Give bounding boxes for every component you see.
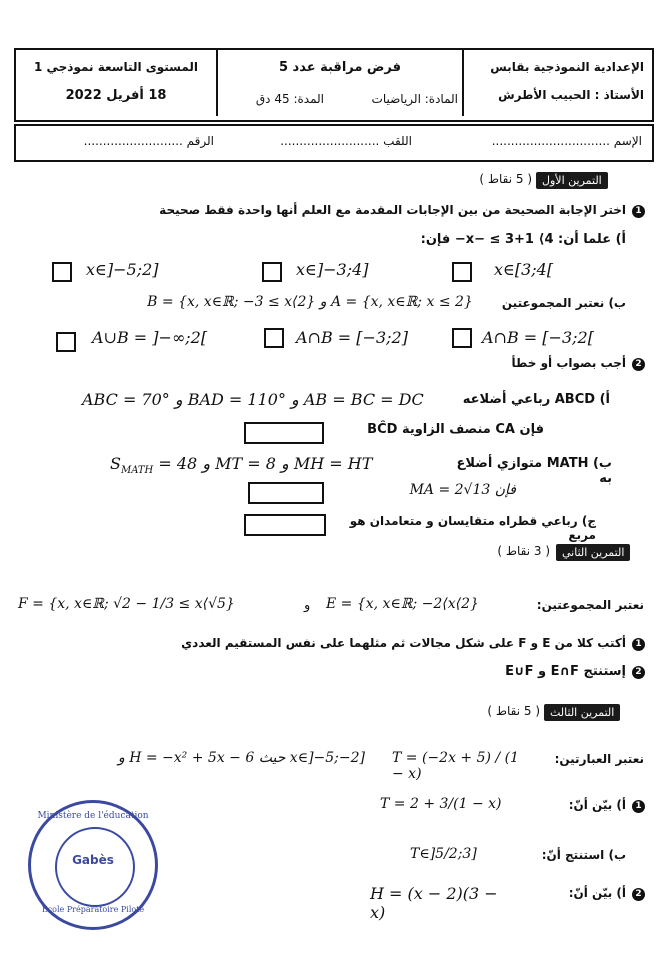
ex1-q2b-label: ب) MATH متوازي أضلاع به: [456, 456, 612, 486]
ex1-q2b-answer-box[interactable]: [248, 482, 324, 504]
ex2-q2-number: 2: [632, 666, 645, 679]
student-name-field[interactable]: الإسم ...............................: [491, 134, 642, 148]
ex1-q2b-conclusion: فإن MA = 2√13: [409, 482, 516, 498]
test-title: فرض مراقبة عدد 5: [278, 60, 402, 75]
ex3-q1a-label: أ) بيّن أنّ:: [568, 798, 626, 812]
ex1-qb-choice-3-checkbox[interactable]: [452, 328, 472, 348]
exercise2-points: ( 3 نقاط ): [497, 544, 550, 558]
ex1-qa-choice-2-checkbox[interactable]: [262, 262, 282, 282]
ex1-qa-choice-3: x∈[3;4[: [494, 260, 554, 279]
school-stamp: [28, 800, 158, 930]
ex1-q2a-math: ABC = 70° و BAD = 110° و AB = BC = DC: [82, 390, 424, 409]
ex3-q1-number: 1: [632, 800, 645, 813]
ex1-q2b-math: [110, 454, 440, 476]
ex1-qb-choice-3: A∩B = [−3;2[: [482, 328, 594, 347]
subject-label: المادة: الرياضيات: [371, 92, 458, 106]
ex1-qb-label: ب) نعتبر المجموعتين: [501, 296, 626, 310]
ex1-q2a-conclusion: فإن CA منصف الزاوية BĈD: [367, 422, 544, 437]
ex1-qb-choice-2-checkbox[interactable]: [264, 328, 284, 348]
ex1-qb-sets: B = {x, x∈ℝ; −3 ≤ x⟨2} و A = {x, x∈ℝ; x ≤ 2}: [147, 294, 473, 310]
ex1-qb-choice-1: A∪B = ]−∞;2[: [92, 328, 208, 347]
exercise2-title: التمرين الثاني: [556, 544, 630, 561]
ex1-q1-text: اختر الإجابة الصحيحة من بين الإجابات المقدمة مع العلم أنها واحدة فقط صحيحة: [159, 203, 626, 217]
level-label: المستوى التاسعة نموذجي 1: [33, 60, 199, 74]
ex1-q1-number: 1: [632, 205, 645, 218]
ex1-qb-choice-1-checkbox[interactable]: [56, 332, 76, 352]
duration-label: المدة: 45 دق: [255, 92, 324, 106]
exercise1-points: ( 5 نقاط ): [479, 172, 532, 186]
exercise3-title: التمرين الثالث: [544, 704, 620, 721]
ex1-q2-number: 2: [632, 358, 645, 371]
student-surname-field[interactable]: اللقب ..........................: [280, 134, 412, 148]
ex1-qa-text: أ) علما أن: 4⟩ 1+x− ≤ 3− فإن:: [420, 232, 626, 247]
header-divider-left: [216, 50, 218, 116]
exercise1-title: التمرين الأول: [536, 172, 608, 189]
ex1-q2c-text: ج) رباعي قطراه متقايسان و متعامدان هو مربع: [349, 514, 596, 542]
area-symbol: S: [110, 454, 121, 473]
ex3-expr-T: T = (−2x + 5) / (1 − x): [392, 750, 519, 782]
ex1-qa-choice-2: x∈]−3;4]: [296, 260, 369, 279]
ex2-sets-label: نعتبر المجموعتين:: [536, 598, 644, 612]
ex2-q2-text: إستنتج E∩F و E∪F: [505, 664, 626, 679]
ex3-q1b-math: T∈]5/2;3]: [410, 846, 477, 862]
exercise3-points: ( 5 نقاط ): [487, 704, 540, 718]
teacher-name: الأستاذ : الحبيب الأطرش: [498, 88, 644, 102]
header-divider-right: [462, 50, 464, 116]
ex1-qa-choice-3-checkbox[interactable]: [452, 262, 472, 282]
ex1-qa-choice-1: x∈]−5;2]: [86, 260, 159, 279]
student-number-field[interactable]: الرقم ..........................: [83, 134, 214, 148]
ex3-expr-H: و H = −x² + 5x − 6 حيث x∈]−5;−2]: [118, 750, 365, 766]
ex3-q2a-label: أ) بيّن أنّ:: [568, 886, 626, 900]
stamp-inner-ring: [55, 827, 135, 907]
ex1-q2-text: أجب بصواب أو خطأ: [511, 356, 626, 370]
ex2-and: و: [304, 598, 311, 613]
ex3-q1b-label: ب) استنتج أنّ:: [541, 848, 626, 862]
ex1-q2a-answer-box[interactable]: [244, 422, 324, 444]
ex2-q1-number: 1: [632, 638, 645, 651]
exam-date: 18 أفريل 2022: [65, 88, 167, 103]
ex2-q1-text: أكتب كلا من E و F على شكل مجالات ثم مثلهما على نفس المستقيم العددي: [181, 636, 626, 650]
stamp-bottom-text: Ecole Préparatoire Pilote: [41, 905, 145, 914]
ex2-set-E: E = {x, x∈ℝ; −2⟨x⟨2}: [326, 596, 479, 612]
area-subscript: MATH: [120, 465, 154, 477]
ex3-q2a-math: H = (x − 2)(3 − x): [370, 884, 498, 922]
ex3-q1a-math: T = 2 + 3/(1 − x): [380, 796, 502, 812]
ex2-set-F: F = {x, x∈ℝ; √2 − 1/3 ≤ x⟨√5}: [18, 596, 235, 612]
school-name: الإعدادية النموذجية بقابس: [490, 60, 644, 74]
q2b-relations: = 48 و MT = 8 و MH = HT: [153, 454, 373, 473]
stamp-center-text: Gabès: [72, 853, 114, 867]
ex1-q2c-answer-box[interactable]: [244, 514, 326, 536]
ex1-q2a-label: أ) ABCD رباعي أضلاعه: [462, 392, 610, 407]
ex1-qa-choice-1-checkbox[interactable]: [52, 262, 72, 282]
ex3-q2-number: 2: [632, 888, 645, 901]
ex1-qb-choice-2: A∩B = [−3;2]: [296, 328, 408, 347]
stamp-outer-text: Ministère de l'éducation: [37, 811, 149, 821]
ex3-expr-label: نعتبر العبارتين:: [554, 752, 644, 766]
